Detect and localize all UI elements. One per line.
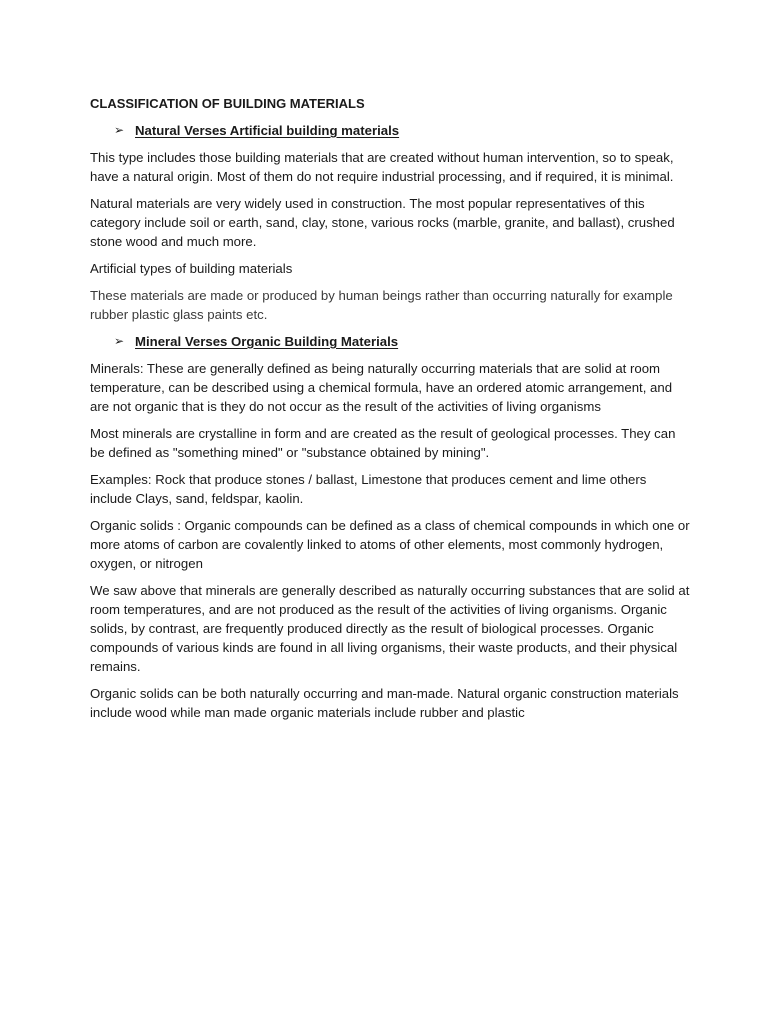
paragraph-organic-definition: Organic solids : Organic compounds can be defined as a class of chemical compounds in which one or more atoms of carbon are covalently linked to atoms of other elements, most commonly hydrogen, oxygen, or nitrogen: [90, 518, 690, 571]
paragraph-organic-origins: Organic solids can be both naturally occurring and man-made. Natural organic construction materials include wood while man made organic materials include rubber and plastic: [90, 686, 679, 720]
arrow-bullet-icon: ➢: [114, 334, 125, 348]
paragraph-artificial-label: Artificial types of building materials: [90, 261, 293, 276]
document-title: CLASSIFICATION OF BUILDING MATERIALS: [90, 96, 365, 111]
arrow-bullet-icon: ➢: [114, 123, 125, 137]
paragraph-minerals-crystalline: Most minerals are crystalline in form and are created as the result of geological processes. They can be defined as "something mined" or "substance obtained by mining".: [90, 426, 676, 460]
section-heading-natural-vs-artificial: [90, 121, 690, 140]
document-page: [90, 94, 690, 730]
section-heading-text: Mineral Verses Organic Building Materials: [135, 334, 399, 349]
section-heading-text: Natural Verses Artificial building materials: [135, 123, 400, 138]
paragraph-artificial-definition: These materials are made or produced by human beings rather than occurring naturally for example rubber plastic glass paints etc.: [90, 288, 673, 322]
paragraph-minerals-definition: Minerals: These are generally defined as being naturally occurring materials that are solid at room temperature, can be described using a chemical formula, have an ordered atomic arrangement, and are not organic that is they do not occur as the result of the activities of living organisms: [90, 361, 673, 414]
section-heading-mineral-vs-organic: [90, 332, 690, 351]
paragraph-natural-examples: Natural materials are very widely used in construction. The most popular representatives of this category include soil or earth, sand, clay, stone, various rocks (marble, granite, and ballast), crushed stone wood and much more.: [90, 196, 675, 249]
paragraph-minerals-vs-organic: We saw above that minerals are generally described as naturally occurring substances that are solid at room temperatures, and are not produced as the result of the activities of living organisms. Organic solids, by contrast, are frequently produced directly as the result of biological processes. Organic compounds of various kinds are found in all living organisms, their waste products, and their physical remains.: [90, 583, 690, 674]
paragraph-minerals-examples: Examples: Rock that produce stones / ballast, Limestone that produces cement and lime others include Clays, sand, feldspar, kaolin.: [90, 472, 647, 506]
paragraph-natural-intro: This type includes those building materials that are created without human intervention, so to speak, have a natural origin. Most of them do not require industrial processing, and if required, it is minimal.: [90, 150, 674, 184]
